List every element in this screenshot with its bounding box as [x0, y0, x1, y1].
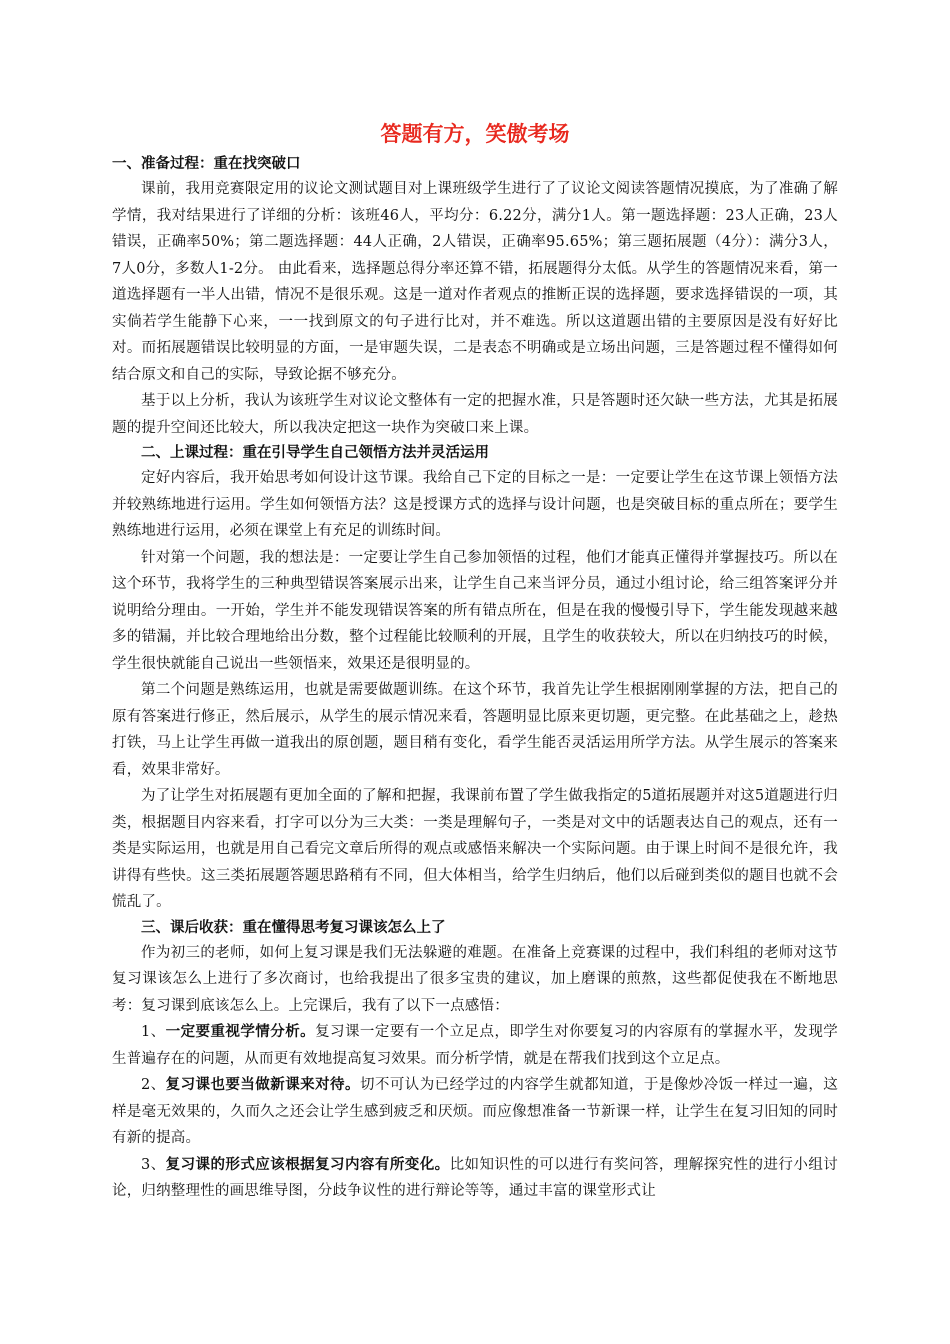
section2-heading: 二、上课过程：重在引导学生自己领悟方法并灵活运用	[141, 445, 489, 461]
paragraph-3: 定好内容后，我开始思考如何设计这节课。我给自己下定的目标之一是：一定要让学生在这节课上领悟方法并较熟练地进行运用。学生如何领悟方法？这是授课方式的选择与设计问题，也是突破目标的重点所在；要学生熟练地进行运用，必须在课堂上有充足的训练时间。	[112, 470, 838, 539]
paragraph-4: 针对第一个问题，我的想法是：一定要让学生自己参加领悟的过程，他们才能真正懂得并掌握技巧。所以在这个环节，我将学生的三种典型错误答案展示出来，让学生自己来当评分员，通过小组讨论，给三组答案评分并说明给分理由。一开始，学生并不能发现错误答案的所有错点所在，但是在我的慢慢引导下，学生能发现越来越多的错漏，并比较合理地给出分数，整个过程能比较顺利的开展，且学生的收获较大，所以在归纳技巧的时候，学生很快就能自己说出一些领悟来，效果还是很明显的。	[112, 549, 838, 672]
paragraph-5: 第二个问题是熟练运用，也就是需要做题训练。在这个环节，我首先让学生根据刚刚掌握的方法，把自己的原有答案进行修正，然后展示，从学生的展示情况来看，答题明显比原来更切题，更完整。在此基础之上，趁热打铁，马上让学生再做一道我出的原创题，题目稍有变化，看学生能否灵活运用所学方法。从学生展示的答案来看，效果非常好。	[112, 682, 838, 778]
insight-3-number: 3、	[141, 1156, 166, 1173]
insight-1-text: 复习课一定要有一个立足点，即学生对你要复习的内容原有的掌握水平，发现学生普遍存在的问题，从而更有效地提高复习效果。而分析学情，就是在帮我们找到这个立足点。	[112, 1024, 838, 1067]
insight-1	[112, 1019, 838, 1072]
document-title: 答题有方，笑傲考场	[380, 122, 570, 146]
paragraph-7: 作为初三的老师，如何上复习课是我们无法躲避的难题。在准备上竞赛课的过程中，我们科组的老师对这节复习课该怎么上进行了多次商讨，也给我提出了很多宝贵的建议，加上磨课的煎熬，这些都促使我在不断地思考：复习课到底该怎么上。上完课后，我有了以下一点感悟：	[112, 944, 838, 1014]
insight-2-number: 2、	[141, 1077, 166, 1093]
insight-1-bold: 一定要重视学情分析。	[165, 1024, 316, 1040]
insight-3-bold: 复习课的形式应该根据复习内容有所变化。	[165, 1156, 450, 1173]
insight-3-text: 比如知识性的可以进行有奖问答，理解探究性的进行小组讨论，归纳整理性的画思维导图，分歧争议性的进行辩论等等，通过丰富的课堂形式让	[112, 1156, 838, 1199]
insight-2	[112, 1072, 838, 1152]
insight-2-bold: 复习课也要当做新课来对待。	[165, 1077, 360, 1093]
section1-heading: 一、准备过程：重在找突破口	[112, 156, 301, 172]
section3-heading: 三、课后收获：重在懂得思考复习课该怎么上了	[141, 919, 446, 936]
paragraph-1: 课前，我用竞赛限定用的议论文测试题目对上课班级学生进行了了议论文阅读答题情况摸底，为了准确了解学情，我对结果进行了详细的分析：该班46人，平均分：6.22分，满分1人。第一题选择题：23人正确，23人错误，正确率50%；第二题选择题：44人正确，2人错误，正确率95.65%；第三题拓展题（4分）：满分3人，7人0分，多数人1-2分。 由此看来，选择题总得分率还算不错，拓展题得分太低。从学生的答题情况来看，第一道选择题有一半人出错，情况不是很乐观。这是一道对作者观点的推断正误的选择题，要求选择错误的一项，其实倘若学生能静下心来，一一找到原文的句子进行比对，并不难选。所以这道题出错的主要原因是没有好好比对。而拓展题错误比较明显的方面，一是审题失误，二是表态不明确或是立场出问题，三是答题过程不懂得如何结合原文和自己的实际，导致论据不够充分。	[112, 181, 838, 383]
insight-1-number: 1、	[141, 1024, 166, 1040]
paragraph-6: 为了让学生对拓展题有更加全面的了解和把握，我课前布置了学生做我指定的5道拓展题并对这5道题进行归类，根据题目内容来看，打字可以分为三大类：一类是理解句子，一类是对文中的话题表达自己的观点，还有一类是实际运用，也就是用自己看完文章后所得的观点或感悟来解决一个实际问题。由于课上时间不是很允许，我讲得有些快。这三类拓展题答题思路稍有不同，但大体相当，给学生归纳后，他们以后碰到类似的题目也就不会慌乱了。	[112, 788, 838, 910]
insight-3	[112, 1152, 838, 1205]
paragraph-2: 基于以上分析，我认为该班学生对议论文整体有一定的把握水准，只是答题时还欠缺一些方法，尤其是拓展题的提升空间还比较大，所以我决定把这一块作为突破口来上课。	[112, 393, 838, 436]
insight-2-text: 切不可认为已经学过的内容学生就都知道，于是像炒冷饭一样过一遍，这样是毫无效果的，久而久之还会让学生感到疲乏和厌烦。而应像想准备一节新课一样，让学生在复习旧知的同时有新的提高。	[112, 1077, 838, 1146]
document-page	[112, 118, 838, 1205]
